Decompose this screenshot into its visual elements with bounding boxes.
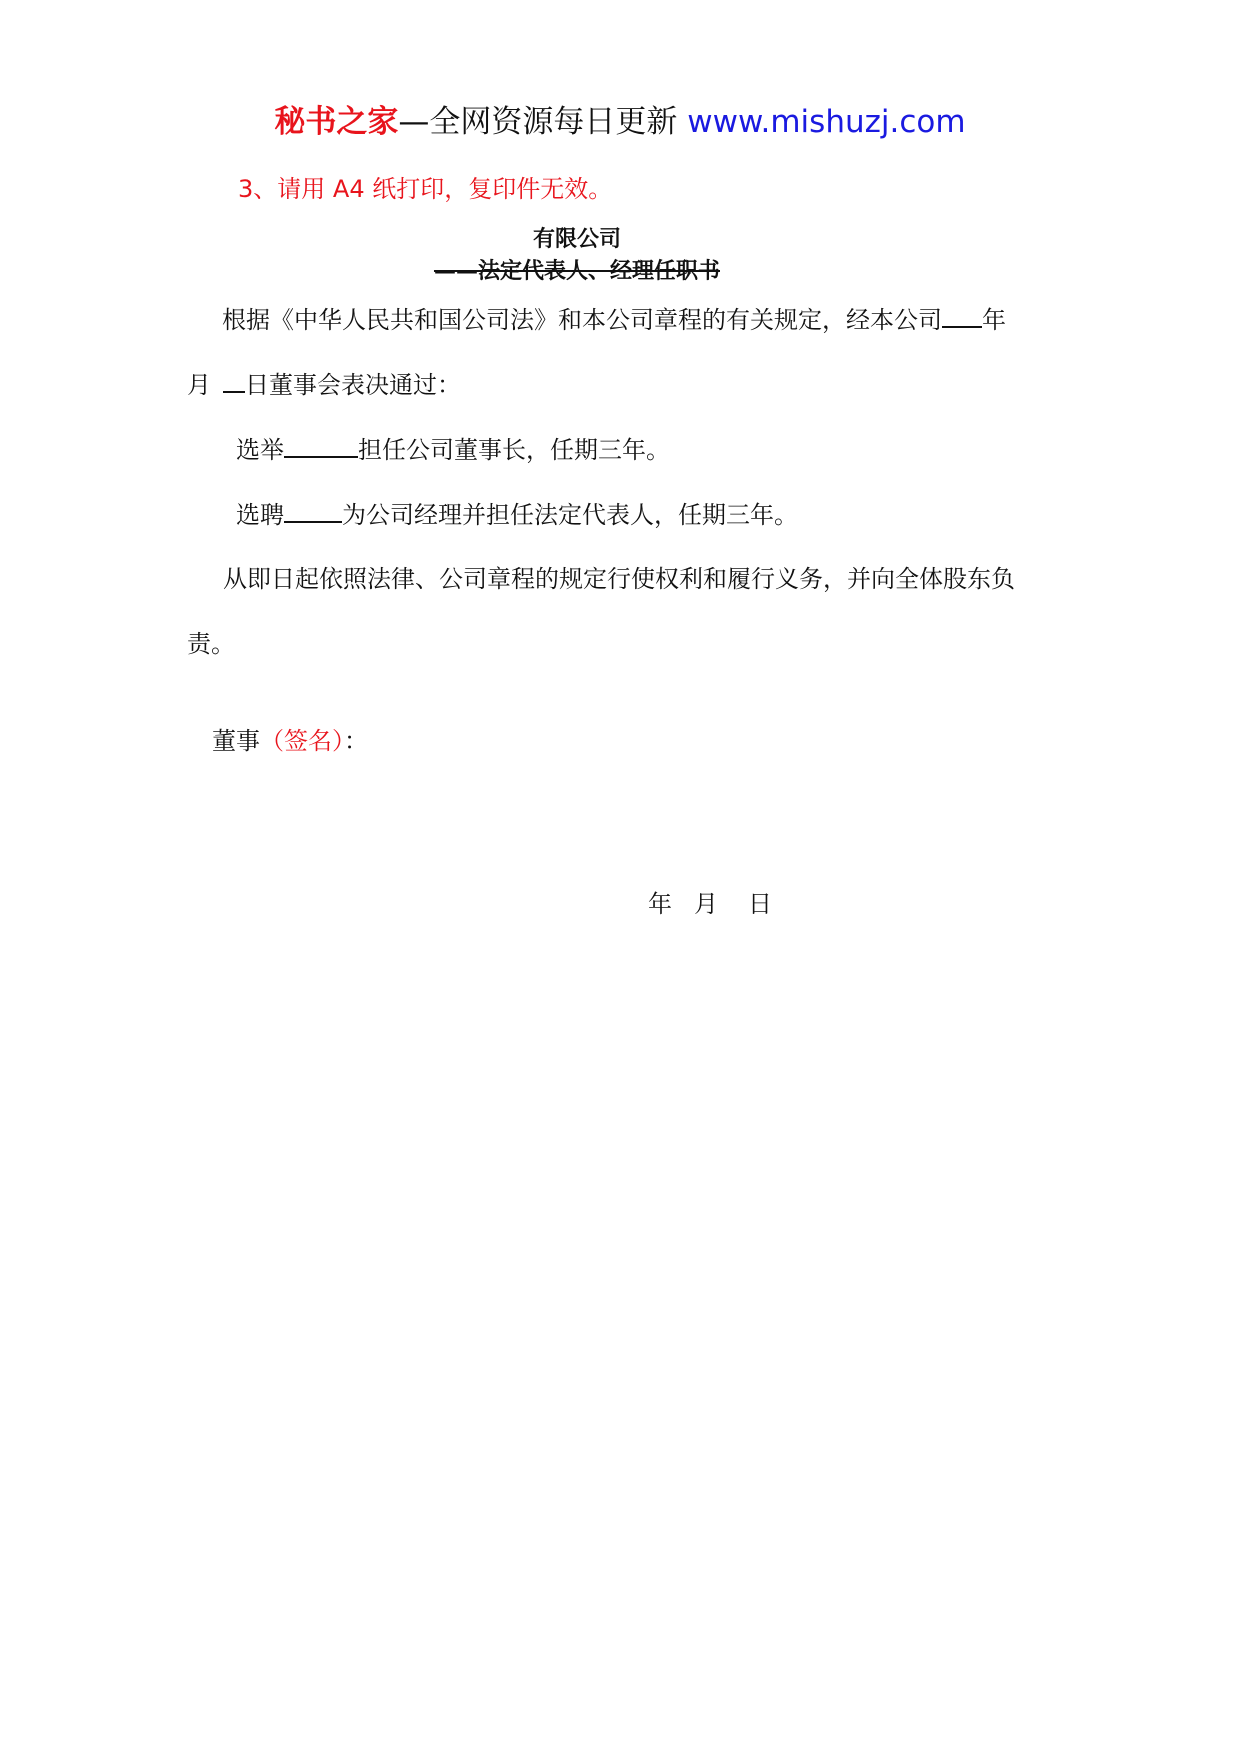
document-title: 有限公司	[532, 226, 621, 252]
paragraph-text: 根据《中华人民共和国公司法》和本公司章程的有关规定，经本公司	[222, 306, 942, 334]
paragraph-text: 月	[187, 371, 211, 399]
year-blank	[942, 302, 982, 328]
header-slogan: —全网资源每日更新	[398, 104, 678, 140]
paragraph-resolution-line1	[222, 302, 1006, 337]
print-notice: 3、请用 A4 纸打印，复印件无效。	[238, 175, 613, 203]
chairman-name-blank	[284, 432, 358, 458]
paragraph-text: 选聘	[236, 501, 284, 529]
paragraph-text: 为公司经理并担任法定代表人，任期三年。	[342, 501, 798, 529]
date-year: 年	[648, 890, 672, 918]
signature-hint: （签名）	[260, 727, 344, 755]
day-blank	[223, 367, 245, 393]
paragraph-text: 年	[982, 306, 1006, 334]
header-url-link[interactable]: www.mishuzj.com	[687, 104, 966, 140]
paragraph-resolution-line2	[187, 367, 461, 402]
paragraph-text: 担任公司董事长，任期三年。	[358, 436, 670, 464]
date-day: 日	[748, 890, 772, 918]
signature-colon: ：	[344, 727, 368, 755]
site-header	[0, 101, 1240, 143]
signature-label: 董事	[212, 727, 260, 755]
paragraph-appoint-manager	[236, 497, 798, 532]
manager-name-blank	[284, 497, 342, 523]
director-signature	[212, 724, 368, 758]
document-subtitle: ——法定代表人、经理任职书	[433, 258, 720, 284]
paragraph-text: 日董事会表决通过：	[245, 371, 461, 399]
brand-name: 秘书之家	[274, 104, 399, 140]
paragraph-duties-line2: 责。	[187, 630, 235, 658]
date-line	[648, 887, 772, 921]
paragraph-text: 选举	[236, 436, 284, 464]
paragraph-elect-chairman	[236, 432, 670, 467]
date-month: 月	[694, 890, 718, 918]
paragraph-duties-line1: 从即日起依照法律、公司章程的规定行使权利和履行义务，并向全体股东负	[223, 565, 1015, 593]
